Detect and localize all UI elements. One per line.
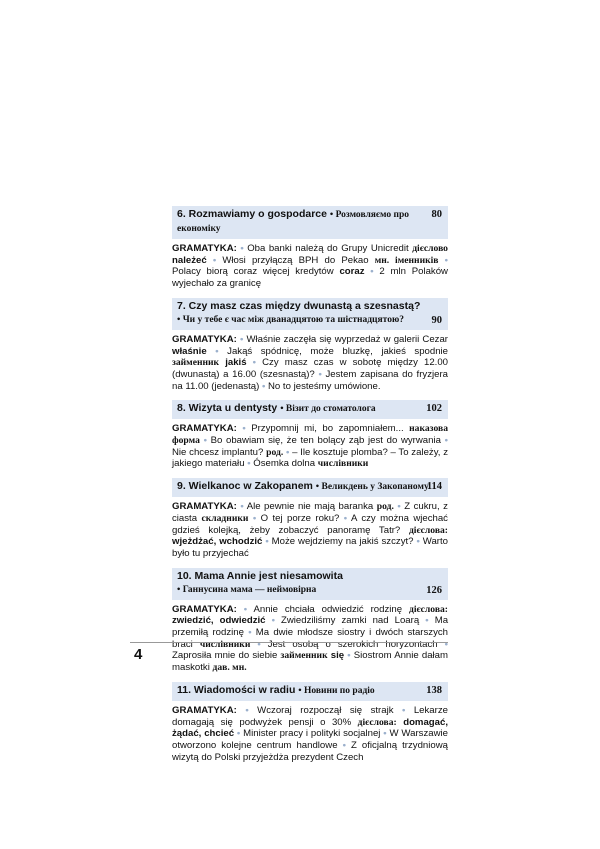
keyword: zwiedzić, odwiedzić (172, 615, 266, 627)
example-text: Jakąś spódnicę, może bluzkę, jakieś spodnie (227, 345, 449, 357)
lesson-page-number: 80 (431, 209, 442, 220)
keyword: właśnie (172, 345, 207, 357)
bullet-icon: • (243, 603, 248, 615)
lesson-page-number: 126 (426, 584, 442, 596)
table-of-contents (172, 206, 448, 771)
grammar-label: GRAMATYKA: (172, 243, 237, 254)
grammar-label: GRAMATYKA: (172, 423, 237, 435)
example-text: Ma dwie młodsze siostry i dwóch starszych braci (172, 627, 449, 650)
bullet-icon: • (252, 512, 257, 524)
grammar-note: мн. іменників (374, 254, 439, 266)
example-text: Ale pewnie nie mają baranka (246, 501, 374, 513)
keyword: domagać, żądać, chcieć (172, 716, 448, 740)
example-text: 2 mln Polaków wyjechało za granicę (172, 266, 448, 290)
page-number: 4 (134, 646, 143, 663)
bullet-icon: • (248, 627, 252, 639)
grammar-note: дав. мн. (212, 662, 247, 674)
grammar-note: займенник (280, 650, 328, 662)
lesson-subtitle: • Чи у тебе є час між дванадцятою та шістнадцятою? (177, 314, 404, 325)
bullet-icon: • (347, 650, 351, 662)
lesson-title: 7. Czy masz czas między dwunastą a szesnastą? (177, 299, 421, 312)
example-text: Ósemka dolna (253, 458, 316, 470)
keyword: jakiś (225, 357, 247, 369)
grammar-summary (172, 330, 448, 396)
bullet-icon: • (203, 435, 207, 447)
lesson-subtitle: • Ганнусина мама — неймовірна (177, 584, 317, 595)
bullet-icon: • (285, 446, 290, 458)
lesson-header[interactable] (172, 298, 448, 330)
example-text: Wczoraj rozpoczął się strajk (257, 704, 394, 716)
grammar-summary (172, 497, 448, 563)
bullet-icon: • (242, 423, 246, 435)
example-text: Lekarze domagają się podwyżek pensji o 30% (172, 704, 448, 728)
bullet-icon: • (257, 638, 261, 650)
bullet-icon: • (271, 615, 275, 627)
bullet-icon: • (318, 368, 322, 380)
lesson-page-number: 90 (431, 314, 442, 326)
lesson-title: 6. Rozmawiamy o gospodarce (177, 208, 327, 220)
grammar-summary (172, 239, 448, 293)
bullet-icon: • (265, 536, 269, 548)
example-text: Włosi przyłączą BPH do Pekao (222, 254, 369, 266)
bullet-icon: • (261, 380, 266, 392)
lesson-subtitle: • Новини по радіо (298, 685, 375, 696)
grammar-note: род. (376, 501, 394, 513)
lesson-title: 8. Wizyta u dentysty (177, 402, 278, 415)
lesson-title: 9. Wielkanoc w Zakopanem (177, 480, 313, 493)
keyword: należeć (172, 254, 207, 266)
bullet-icon: • (444, 435, 448, 447)
bullet-icon: • (383, 728, 387, 740)
example-text: Nie chcesz implantu? (172, 446, 264, 458)
example-text: Przypomnij mi, bo zapomniałem... (251, 423, 404, 435)
footer-divider (130, 642, 448, 643)
example-text: O tej porze roku? (260, 512, 340, 524)
grammar-note: складники (201, 512, 249, 524)
grammar-note: дієслова: (408, 524, 448, 536)
grammar-label: GRAMATYKA: (172, 333, 237, 345)
lesson-8 (172, 400, 448, 473)
example-text: Z cukru, z ciasta (172, 501, 448, 524)
grammar-note: займенник (172, 357, 220, 369)
lesson-6 (172, 206, 448, 293)
grammar-note: наказова форма (172, 423, 448, 447)
grammar-note: дієслова: (408, 603, 449, 615)
bullet-icon: • (397, 501, 401, 513)
example-text: Minister pracy i polityki socjalnej (243, 728, 381, 740)
lesson-header[interactable] (172, 478, 448, 497)
bullet-icon: • (236, 728, 241, 740)
grammar-note: дієслова: (357, 716, 397, 728)
example-text: Bo obawiam się, że ten bolący ząb jest do wyrwania (210, 435, 441, 447)
example-text: Jestem zapisana do fryzjera na 11.00 (jedenastą) (172, 368, 448, 392)
lesson-subtitle: • Візит до стоматолога (280, 404, 376, 415)
bullet-icon: • (239, 333, 244, 345)
lesson-11 (172, 682, 448, 767)
example-text: Jest osobą o szerokich horyzontach (267, 638, 438, 650)
keyword: się (330, 650, 345, 662)
bullet-icon: • (212, 254, 217, 266)
lesson-header[interactable] (172, 400, 448, 419)
example-text: A czy można wjechać gdzieś kolejką, żeby zobaczyć panoramę Tatr? (172, 512, 448, 536)
lesson-header[interactable] (172, 682, 448, 701)
bullet-icon: • (425, 615, 429, 627)
grammar-label: GRAMATYKA: (172, 501, 237, 513)
lesson-header[interactable] (172, 206, 448, 239)
bullet-icon: • (252, 357, 257, 369)
lesson-page-number: 138 (426, 684, 442, 696)
example-text: No to jesteśmy umówione. (268, 380, 381, 392)
grammar-note: числівники (199, 638, 251, 650)
example-text: Może wejdziemy na jakiś szczyt? (271, 536, 414, 548)
example-text: Zaprosiła mnie do siebie (172, 650, 278, 662)
bullet-icon: • (240, 243, 244, 254)
grammar-summary (172, 701, 448, 767)
example-text: Siostrom Annie dałam maskotki (172, 650, 448, 674)
lesson-subtitle: • Великдень у Закопаному (315, 482, 429, 493)
grammar-note: дієслово (412, 243, 448, 254)
lesson-subtitle: • Розмовляємо про економіку (177, 210, 410, 234)
example-text: – Ile kosztuje plomba? – To zależy, z jakiego materiału (172, 446, 449, 470)
example-text: Oba banki należą do Grupy Unicredit (247, 243, 409, 254)
grammar-label: GRAMATYKA: (172, 603, 237, 615)
bullet-icon: • (343, 512, 348, 524)
lesson-page-number: 102 (426, 403, 442, 415)
grammar-note: род. (266, 446, 284, 458)
bullet-icon: • (444, 254, 448, 266)
lesson-9 (172, 478, 448, 563)
keyword: coraz (339, 266, 365, 278)
example-text: W Warszawie otworzono kolejne centrum handlowe (172, 728, 448, 751)
example-text: Właśnie zaczęła się wyprzedaż w galerii Cezar (246, 333, 449, 345)
bullet-icon: • (402, 704, 406, 716)
bullet-icon: • (247, 458, 251, 470)
grammar-summary (172, 600, 448, 677)
grammar-label: GRAMATYKA: (172, 704, 237, 716)
lesson-header[interactable] (172, 568, 448, 600)
example-text: Polacy biorą coraz więcej kredytów (172, 266, 334, 278)
bullet-icon: • (444, 638, 449, 650)
lesson-title: 10. Mama Annie jest niesamowita (177, 569, 343, 582)
bullet-icon: • (245, 704, 249, 716)
bullet-icon: • (342, 739, 346, 751)
keyword: wjeżdżać, wchodzić (172, 536, 263, 548)
lesson-7 (172, 298, 448, 396)
example-text: Czy masz czas w sobotę między 12.00 (dwunastą) a 16.00 (szesnastą)? (172, 357, 449, 380)
example-text: Z oficjalną trzydniową wizytą do Polski przyjeżdża prezydent Czech (172, 739, 448, 763)
bullet-icon: • (370, 266, 374, 278)
grammar-summary (172, 419, 448, 473)
bullet-icon: • (240, 501, 244, 513)
grammar-note: числівники (317, 458, 369, 470)
example-text: Warto było tu przyjechać (172, 536, 448, 559)
lesson-page-number: 114 (426, 481, 442, 493)
bullet-icon: • (416, 536, 420, 548)
lesson-10 (172, 568, 448, 677)
example-text: Zwiedziliśmy zamki nad Loarą (281, 615, 420, 627)
bullet-icon: • (215, 345, 219, 357)
example-text: Ma przemiłą rodzinę (172, 615, 449, 639)
lesson-title: 11. Wiadomości w radiu (177, 683, 296, 696)
example-text: Annie chciała odwiedzić rodzinę (253, 603, 403, 615)
